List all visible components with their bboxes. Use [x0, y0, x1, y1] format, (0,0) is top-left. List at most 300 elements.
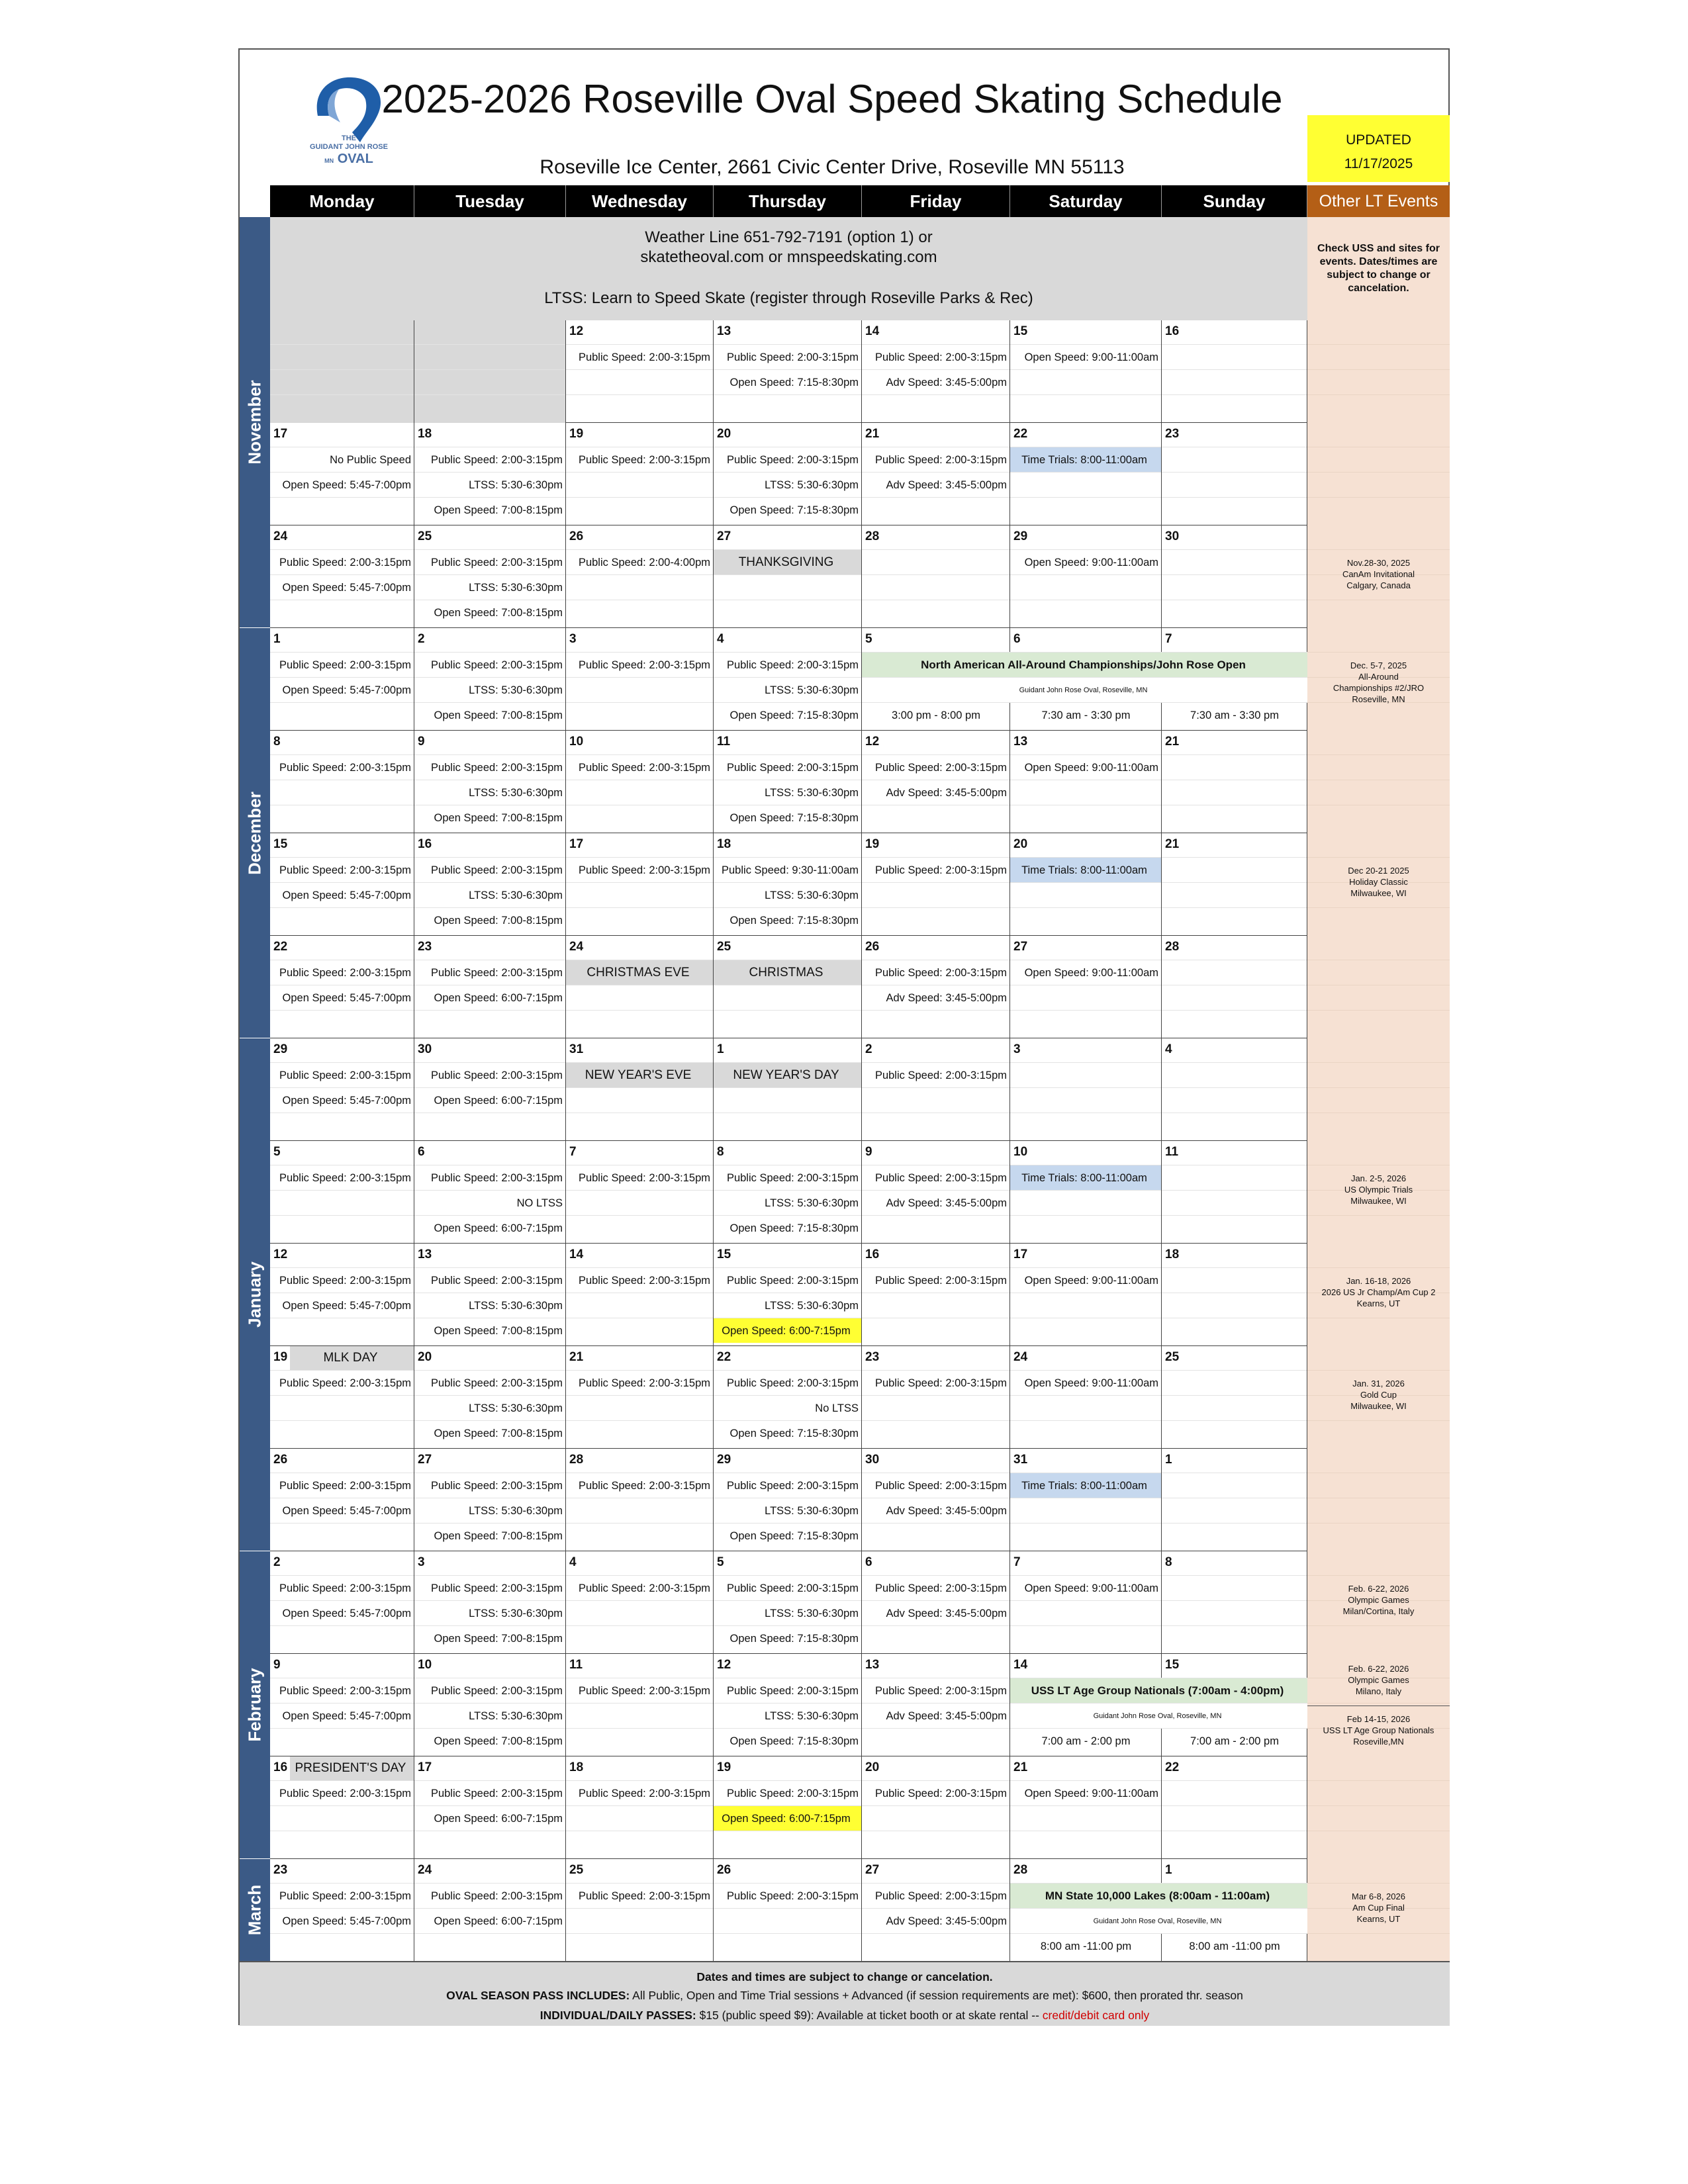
session-line: LTSS: 5:30-6:30pm — [714, 1600, 861, 1625]
session-line: Public Speed: 2:00-3:15pm — [414, 1678, 565, 1703]
session-line: Public Speed: 2:00-3:15pm — [862, 960, 1009, 985]
day-number: 21 — [569, 1350, 584, 1364]
day-number: 12 — [865, 735, 880, 749]
session-line: Public Speed: 2:00-3:15pm — [714, 652, 861, 677]
lt-rule — [1307, 1933, 1450, 1934]
check-uss-note: Check USS and sites for events. Dates/times are subject to change or cancelation. — [1307, 217, 1450, 320]
cell-rule — [1010, 1805, 1161, 1831]
session-line: Open Speed: 7:00-8:15pm — [414, 907, 565, 933]
day-cell — [414, 731, 566, 833]
day-number: 30 — [865, 1453, 880, 1467]
cell-rule — [862, 1215, 1009, 1240]
time-trials-session: Time Trials: 8:00-11:00am — [1010, 1165, 1161, 1190]
cell-rule — [862, 1010, 1009, 1035]
season-pass-label: OVAL SEASON PASS INCLUDES: — [446, 1989, 630, 2002]
day-number: 18 — [1165, 1248, 1180, 1261]
cell-rule — [1010, 1318, 1161, 1343]
lt-rule — [1307, 1703, 1450, 1704]
updated-badge — [1307, 115, 1450, 182]
day-cell — [714, 731, 862, 833]
other-lt-event-cell — [1307, 1756, 1450, 1859]
event-time: 7:30 am - 3:30 pm — [1162, 702, 1307, 727]
session-line: Open Speed: 7:00-8:15pm — [414, 1625, 565, 1651]
lt-rule — [1307, 1575, 1450, 1576]
day-number: 22 — [717, 1350, 731, 1364]
day-cell — [714, 1346, 862, 1449]
day-cell — [566, 936, 714, 1038]
lt-cell-rules — [1307, 423, 1450, 525]
session-line: LTSS: 5:30-6:30pm — [414, 677, 565, 702]
day-cell — [566, 1551, 714, 1654]
day-cell — [1162, 1756, 1307, 1859]
session-line: Open Speed: 9:00-11:00am — [1010, 549, 1161, 574]
day-number: 31 — [1013, 1453, 1028, 1467]
day-cell — [1162, 320, 1307, 423]
cell-rule — [1162, 1575, 1307, 1600]
day-number: 20 — [865, 1760, 880, 1774]
cell-rule — [862, 1087, 1009, 1113]
lt-rule — [1307, 549, 1450, 550]
session-line: Public Speed: 2:00-3:15pm — [714, 1678, 861, 1703]
season-pass-text: All Public, Open and Time Trial sessions + Advanced (if session requirements are met): $600, then prorated thr. season — [630, 1989, 1243, 2002]
cell-rule — [270, 394, 414, 420]
other-lt-event-cell — [1307, 1449, 1450, 1551]
cell-rule — [1162, 497, 1307, 522]
session-line: Open Speed: 7:00-8:15pm — [414, 805, 565, 830]
session-line: Public Speed: 2:00-3:15pm — [714, 1370, 861, 1395]
cell-rule — [1010, 907, 1161, 933]
cell-rule — [414, 344, 565, 369]
cell-rule — [714, 985, 861, 1010]
cell-rule — [862, 1805, 1009, 1831]
day-number: 7 — [1165, 632, 1172, 646]
other-lt-event-cell — [1307, 731, 1450, 833]
day-number: 13 — [1013, 735, 1028, 749]
day-number: 18 — [418, 427, 432, 441]
cell-rule — [1162, 394, 1307, 420]
cell-rule — [862, 1728, 1009, 1753]
day-number: 2 — [273, 1555, 281, 1569]
month-label: February — [244, 1668, 265, 1742]
day-number: 3 — [418, 1555, 425, 1569]
week-row — [270, 1038, 1450, 1141]
session-line: Public Speed: 2:00-3:15pm — [566, 1370, 713, 1395]
session-line: Public Speed: 2:00-3:15pm — [414, 1473, 565, 1498]
day-number: 8 — [273, 735, 281, 749]
cell-rule — [1162, 1010, 1307, 1035]
day-header-monday: Monday — [270, 185, 414, 217]
session-line: Adv Speed: 3:45-5:00pm — [862, 472, 1009, 497]
day-cell — [1162, 1141, 1307, 1244]
session-line: LTSS: 5:30-6:30pm — [414, 1703, 565, 1728]
cell-rule — [862, 1395, 1009, 1420]
day-number: 8 — [717, 1145, 724, 1159]
cell-rule — [1162, 344, 1307, 369]
cell-rule — [566, 985, 713, 1010]
event-time: 3:00 pm - 8:00 pm — [862, 702, 1010, 727]
session-line: Public Speed: 2:00-3:15pm — [862, 447, 1009, 472]
day-cell — [270, 1654, 414, 1756]
cell-rule — [566, 1087, 713, 1113]
cell-rule — [566, 1831, 713, 1856]
lt-rule — [1307, 1267, 1450, 1268]
cell-rule — [714, 1087, 861, 1113]
session-line: Public Speed: 2:00-3:15pm — [714, 344, 861, 369]
day-number: 21 — [865, 427, 880, 441]
cell-rule — [862, 882, 1009, 907]
session-line: Public Speed: 2:00-3:15pm — [414, 857, 565, 882]
session-line: Public Speed: 2:00-3:15pm — [862, 754, 1009, 780]
day-number: 17 — [418, 1760, 432, 1774]
cell-rule — [862, 1523, 1009, 1548]
day-number: 29 — [1013, 529, 1028, 543]
lt-rule — [1307, 1523, 1450, 1524]
day-number: 26 — [569, 529, 584, 543]
logo-text-2: GUIDANT JOHN ROSE — [310, 143, 388, 151]
day-cell — [862, 1756, 1010, 1859]
day-cell — [1010, 1244, 1162, 1346]
cell-rule — [566, 394, 713, 420]
session-line: Open Speed: 7:00-8:15pm — [414, 600, 565, 625]
day-number: 17 — [1013, 1248, 1028, 1261]
week-row — [270, 1346, 1450, 1449]
cell-rule — [1162, 1498, 1307, 1523]
day-cell — [714, 936, 862, 1038]
cell-rule — [1010, 1600, 1161, 1625]
other-lt-event-cell — [1307, 320, 1450, 423]
updated-label: UPDATED — [1346, 132, 1411, 148]
cell-rule — [566, 472, 713, 497]
day-cell — [566, 628, 714, 731]
session-line: Public Speed: 2:00-3:15pm — [270, 1883, 414, 1908]
session-line: Public Speed: 2:00-3:15pm — [414, 754, 565, 780]
session-line: LTSS: 5:30-6:30pm — [414, 1293, 565, 1318]
session-line: Adv Speed: 3:45-5:00pm — [862, 1703, 1009, 1728]
lt-rule — [1307, 497, 1450, 498]
cell-rule — [1162, 549, 1307, 574]
lt-rule — [1307, 1780, 1450, 1781]
lt-rule — [1307, 1087, 1450, 1088]
day-cell — [862, 1654, 1010, 1756]
cell-rule — [566, 1625, 713, 1651]
day-cell — [270, 1244, 414, 1346]
day-number: 22 — [273, 940, 288, 954]
session-line: LTSS: 5:30-6:30pm — [714, 780, 861, 805]
cell-rule — [1162, 1395, 1307, 1420]
session-line: Open Speed: 5:45-7:00pm — [270, 1087, 414, 1113]
lt-event-text: Dec 20-21 2025 Holiday Classic Milwaukee, WI — [1348, 866, 1409, 898]
session-line: Public Speed: 2:00-3:15pm — [862, 1883, 1009, 1908]
cell-rule — [566, 574, 713, 600]
page-title: 2025-2026 Roseville Oval Speed Skating Schedule — [381, 77, 1283, 121]
session-line: Public Speed: 2:00-3:15pm — [862, 344, 1009, 369]
session-line: Open Speed: 5:45-7:00pm — [270, 677, 414, 702]
day-cell — [270, 936, 414, 1038]
day-cell — [862, 731, 1010, 833]
cell-rule — [1010, 1190, 1161, 1215]
day-cell — [1010, 1346, 1162, 1449]
day-cell — [714, 833, 862, 936]
session-line: Public Speed: 2:00-3:15pm — [414, 1062, 565, 1087]
cell-rule — [1010, 1113, 1161, 1138]
day-cell — [270, 1141, 414, 1244]
day-cell — [270, 1756, 414, 1859]
session-line: Open Speed: 7:15-8:30pm — [714, 1728, 861, 1753]
day-number: 24 — [418, 1863, 432, 1877]
week-row — [270, 936, 1450, 1038]
session-line: Open Speed: 7:15-8:30pm — [714, 805, 861, 830]
day-cell — [1010, 1756, 1162, 1859]
time-trials-session: Time Trials: 8:00-11:00am — [1010, 447, 1161, 472]
cell-rule — [414, 1933, 565, 1958]
day-header-saturday: Saturday — [1010, 185, 1162, 217]
day-number: 28 — [1165, 940, 1180, 954]
day-cell — [1162, 1038, 1307, 1141]
day-cell — [270, 320, 414, 423]
venue-address: Roseville Ice Center, 2661 Civic Center Drive, Roseville MN 55113 — [539, 156, 1125, 178]
day-number: 26 — [717, 1863, 731, 1877]
day-cell — [714, 1551, 862, 1654]
week-row — [270, 628, 1450, 731]
cell-rule — [566, 1395, 713, 1420]
session-line: Open Speed: 9:00-11:00am — [1010, 1267, 1161, 1293]
cell-rule — [414, 369, 565, 394]
day-number: 27 — [1013, 940, 1028, 954]
day-cell — [414, 1346, 566, 1449]
weather-line: Weather Line 651-792-7191 (option 1) or — [645, 228, 933, 246]
month-label: December — [244, 791, 265, 875]
cell-rule — [862, 600, 1009, 625]
cell-rule — [1010, 1395, 1161, 1420]
cell-rule — [566, 1703, 713, 1728]
cell-rule — [270, 1523, 414, 1548]
day-cell — [1162, 423, 1307, 525]
session-line: Public Speed: 9:30-11:00am — [714, 857, 861, 882]
day-number: 23 — [865, 1350, 880, 1364]
cell-rule — [1010, 1831, 1161, 1856]
day-number: 23 — [1165, 427, 1180, 441]
cell-rule — [566, 600, 713, 625]
day-number: 25 — [418, 529, 432, 543]
event-time: 8:00 am -11:00 pm — [1162, 1933, 1307, 1958]
session-line: Public Speed: 2:00-3:15pm — [714, 447, 861, 472]
day-number: 6 — [418, 1145, 425, 1159]
week-row — [270, 1449, 1450, 1551]
session-line: Open Speed: 5:45-7:00pm — [270, 1703, 414, 1728]
other-lt-event-cell — [1307, 1038, 1450, 1141]
day-header-sunday: Sunday — [1162, 185, 1307, 217]
cell-rule — [1162, 1087, 1307, 1113]
cell-rule — [1010, 1087, 1161, 1113]
session-line: Public Speed: 2:00-3:15pm — [566, 1883, 713, 1908]
session-line: Public Speed: 2:00-3:15pm — [270, 1267, 414, 1293]
session-line: Open Speed: 5:45-7:00pm — [270, 1908, 414, 1933]
session-line: LTSS: 5:30-6:30pm — [714, 1498, 861, 1523]
day-number: 12 — [717, 1658, 731, 1672]
cell-rule — [862, 549, 1009, 574]
updated-date: 11/17/2025 — [1344, 156, 1413, 171]
day-cell — [414, 320, 566, 423]
day-number: 27 — [418, 1453, 432, 1467]
day-cell — [862, 320, 1010, 423]
week-row — [270, 1141, 1450, 1244]
day-cell — [270, 525, 414, 628]
day-cell — [1162, 1551, 1307, 1654]
cell-rule — [566, 1523, 713, 1548]
holiday-label: NEW YEAR'S DAY — [714, 1062, 861, 1087]
session-line: Open Speed: 9:00-11:00am — [1010, 1780, 1161, 1805]
day-number: 3 — [569, 632, 577, 646]
cell-rule — [1162, 805, 1307, 830]
holiday-label: NEW YEAR'S EVE — [566, 1062, 713, 1087]
session-line: Public Speed: 2:00-3:15pm — [566, 652, 713, 677]
session-line: Public Speed: 2:00-3:15pm — [414, 1883, 565, 1908]
month-band-march — [240, 1859, 270, 1962]
cell-rule — [270, 805, 414, 830]
session-line: Open Speed: 7:15-8:30pm — [714, 1625, 861, 1651]
month-label: March — [244, 1884, 265, 1936]
day-number: 21 — [1013, 1760, 1028, 1774]
session-line: Public Speed: 2:00-3:15pm — [862, 1678, 1009, 1703]
day-cell — [270, 628, 414, 731]
session-line: Adv Speed: 3:45-5:00pm — [862, 1498, 1009, 1523]
cell-rule — [566, 780, 713, 805]
session-line: Public Speed: 2:00-3:15pm — [862, 857, 1009, 882]
logo-text-3: MN — [324, 158, 334, 164]
lt-event-text: Jan. 31, 2026 Gold Cup Milwaukee, WI — [1350, 1379, 1407, 1411]
day-header-tuesday: Tuesday — [414, 185, 566, 217]
holiday-tag: MLK DAY — [290, 1346, 414, 1370]
cell-rule — [1162, 857, 1307, 882]
session-line: Public Speed: 2:00-3:15pm — [414, 1165, 565, 1190]
week-row — [270, 525, 1450, 628]
day-number: 14 — [1013, 1658, 1028, 1672]
cell-rule — [270, 1113, 414, 1138]
day-number: 25 — [569, 1863, 584, 1877]
session-line: LTSS: 5:30-6:30pm — [714, 677, 861, 702]
cell-rule — [1162, 1831, 1307, 1856]
other-lt-event-cell — [1307, 1244, 1450, 1346]
session-line: Open Speed: 9:00-11:00am — [1010, 754, 1161, 780]
day-number: 18 — [717, 837, 731, 851]
day-number: 20 — [418, 1350, 432, 1364]
cell-rule — [1010, 780, 1161, 805]
cell-rule — [1162, 1420, 1307, 1445]
day-number: 22 — [1013, 427, 1028, 441]
session-line: Public Speed: 2:00-3:15pm — [566, 857, 713, 882]
cell-rule — [566, 1933, 713, 1958]
cell-rule — [1162, 1190, 1307, 1215]
day-header-thursday: Thursday — [714, 185, 862, 217]
day-cell — [270, 731, 414, 833]
session-line: Public Speed: 2:00-3:15pm — [414, 1267, 565, 1293]
day-number: 13 — [418, 1248, 432, 1261]
cell-rule — [1162, 907, 1307, 933]
day-number: 19 — [865, 837, 880, 851]
lt-rule — [1307, 1370, 1450, 1371]
footer-notes — [240, 1961, 1450, 2026]
cell-rule — [566, 497, 713, 522]
day-cell — [414, 525, 566, 628]
holiday-tag: PRESIDENT'S DAY — [290, 1756, 414, 1780]
ltss-line: LTSS: Learn to Speed Skate (register through Roseville Parks & Rec) — [544, 289, 1033, 307]
day-cell — [414, 1859, 566, 1962]
day-number: 9 — [273, 1658, 281, 1672]
day-cell — [566, 1859, 714, 1962]
cell-rule — [566, 1600, 713, 1625]
session-line: LTSS: 5:30-6:30pm — [714, 882, 861, 907]
day-cell — [566, 1244, 714, 1346]
cell-rule — [1162, 447, 1307, 472]
cell-rule — [270, 1728, 414, 1753]
session-line: Adv Speed: 3:45-5:00pm — [862, 985, 1009, 1010]
session-line: Open Speed: 9:00-11:00am — [1010, 1575, 1161, 1600]
cell-rule — [862, 1293, 1009, 1318]
session-line: Public Speed: 2:00-3:15pm — [270, 1575, 414, 1600]
lt-event-text: Jan. 2-5, 2026 US Olympic Trials Milwaukee, WI — [1344, 1173, 1413, 1206]
day-number: 8 — [1165, 1555, 1172, 1569]
day-cell — [1162, 936, 1307, 1038]
day-number: 13 — [865, 1658, 880, 1672]
session-line: LTSS: 5:30-6:30pm — [414, 472, 565, 497]
cell-rule — [566, 805, 713, 830]
cell-rule — [1010, 600, 1161, 625]
day-cell — [414, 1449, 566, 1551]
cell-rule — [270, 780, 414, 805]
cell-rule — [414, 1010, 565, 1035]
day-number: 24 — [569, 940, 584, 954]
session-line: Public Speed: 2:00-3:15pm — [862, 1370, 1009, 1395]
session-line: Public Speed: 2:00-3:15pm — [414, 1575, 565, 1600]
day-header-row — [270, 185, 1307, 217]
session-line: Public Speed: 2:00-3:15pm — [714, 1575, 861, 1600]
day-number: 9 — [865, 1145, 872, 1159]
cell-rule — [1162, 1215, 1307, 1240]
day-cell — [1162, 731, 1307, 833]
event-time: 7:30 am - 3:30 pm — [1010, 702, 1162, 727]
day-number: 21 — [1165, 837, 1180, 851]
day-cell — [862, 1346, 1010, 1449]
day-number: 21 — [1165, 735, 1180, 749]
session-line: Public Speed: 2:00-3:15pm — [414, 1780, 565, 1805]
cell-rule — [566, 369, 713, 394]
day-cell — [566, 423, 714, 525]
cell-rule — [714, 394, 861, 420]
event-venue: Guidant John Rose Oval, Roseville, MN — [1010, 1703, 1307, 1728]
day-number: 16 — [273, 1760, 288, 1774]
cell-rule — [1162, 1625, 1307, 1651]
day-cell — [862, 423, 1010, 525]
lt-rule — [1307, 907, 1450, 908]
lt-cell-rules — [1307, 936, 1450, 1038]
event-title: USS LT Age Group Nationals (7:00am - 4:00pm) — [1010, 1678, 1307, 1703]
day-cell — [414, 936, 566, 1038]
session-line: LTSS: 5:30-6:30pm — [714, 1703, 861, 1728]
day-number: 16 — [865, 1248, 880, 1261]
day-cell — [270, 833, 414, 936]
lt-rule — [1307, 1420, 1450, 1421]
day-cell — [270, 423, 414, 525]
cell-rule — [714, 600, 861, 625]
day-cell — [862, 1859, 1010, 1962]
cell-rule — [862, 1933, 1009, 1958]
session-line: LTSS: 5:30-6:30pm — [714, 1190, 861, 1215]
day-number: 27 — [717, 529, 731, 543]
cell-rule — [1010, 1420, 1161, 1445]
cell-rule — [714, 1908, 861, 1933]
week-row — [270, 731, 1450, 833]
other-lt-event-cell — [1307, 1654, 1450, 1756]
